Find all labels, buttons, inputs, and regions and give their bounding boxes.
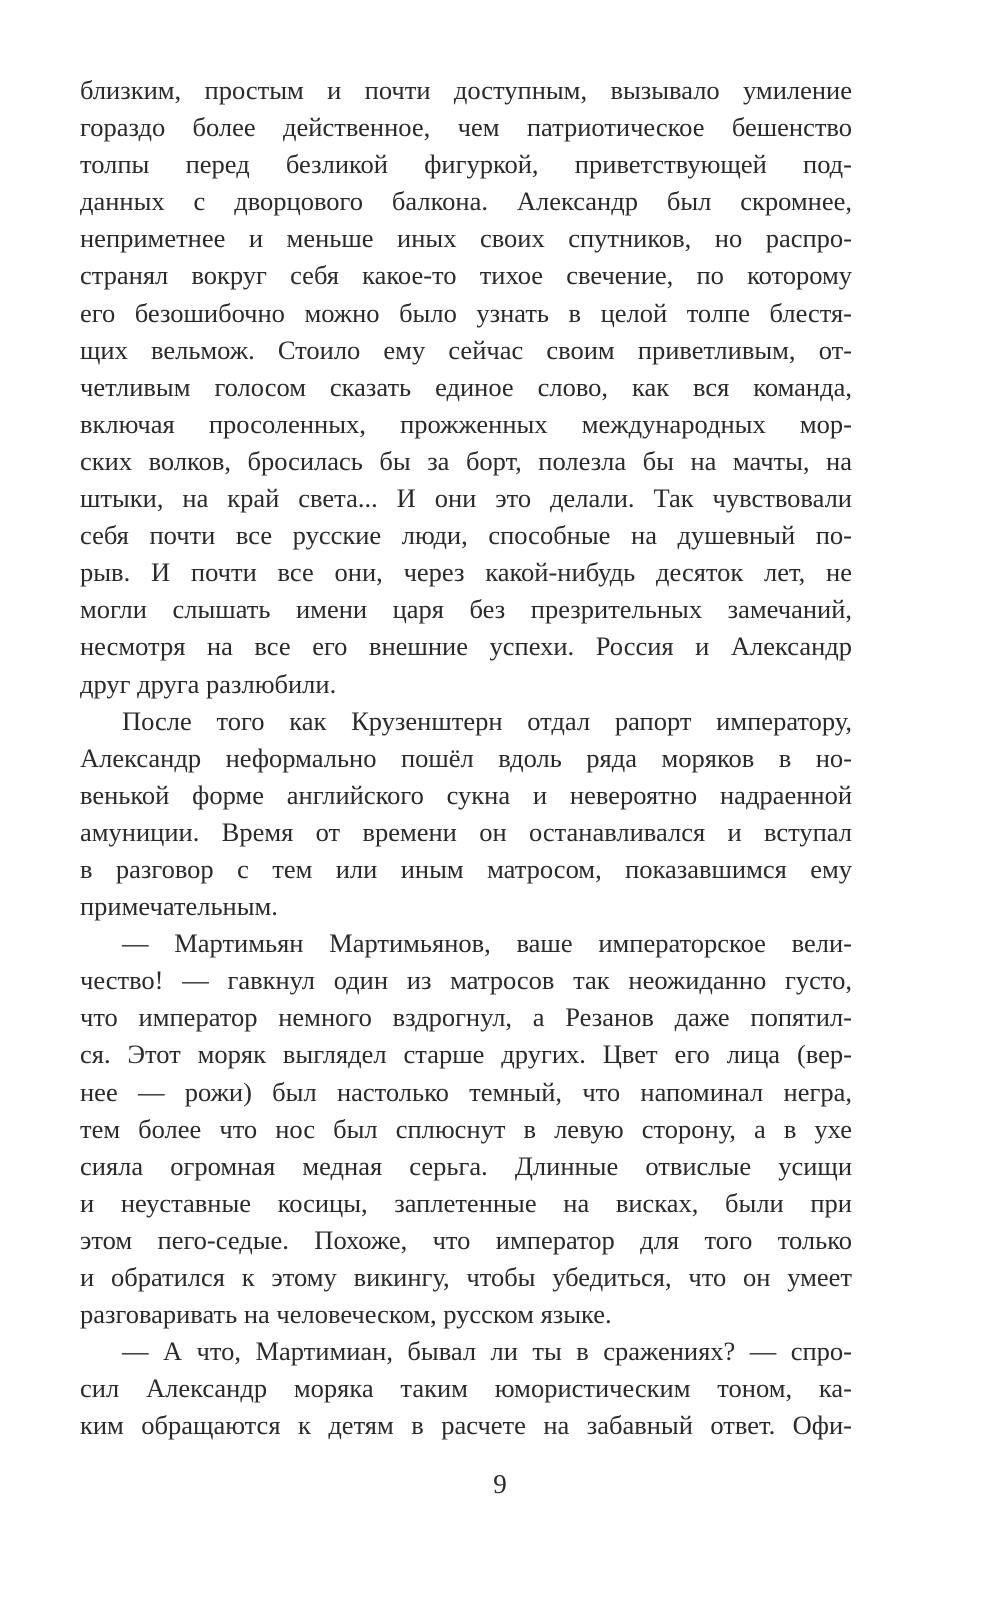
text-line: ских волков, бросилась бы за борт, полезла бы на мачты, на [80, 445, 852, 476]
text-line: После того как Крузенштерн отдал рапорт императору, [122, 705, 852, 736]
text-line: данных с дворцового балкона. Александр был скромнее, [80, 186, 852, 217]
text-line: себя почти все русские люди, способные на душевный по- [80, 520, 852, 551]
text-line: тем более что нос был сплюснут в левую сторону, а в ухе [80, 1113, 852, 1144]
text-line: этом пего-седые. Похоже, что император для того только [80, 1224, 852, 1255]
text-line: его безошибочно можно было узнать в целой толпе блестя- [80, 297, 852, 328]
text-line: четливым голосом сказать единое слово, как вся команда, [80, 371, 852, 402]
text-line: несмотря на все его внешние успехи. Россия и Александр [80, 631, 852, 662]
text-line: могли слышать имени царя без презрительных замечаний, [80, 594, 852, 625]
text-line: амуниции. Время от времени он останавливался и вступал [80, 816, 852, 847]
text-line: щих вельмож. Стоило ему сейчас своим приветливым, от- [80, 334, 852, 365]
text-line: — А что, Мартимиан, бывал ли ты в сражениях? — спро- [122, 1336, 852, 1367]
text-line: — Мартимьян Мартимьянов, ваше императорское вели- [122, 928, 852, 959]
text-line: толпы перед безликой фигуркой, приветствующей под- [80, 149, 852, 180]
text-line: штыки, на край света... И они это делали. Так чувствовали [80, 483, 852, 514]
text-line: и неуставные косицы, заплетенные на висках, были при [80, 1187, 852, 1218]
text-line: нее — рожи) был настолько темный, что напоминал негра, [80, 1076, 852, 1107]
text-line: сияла огромная медная серьга. Длинные отвислые усищи [80, 1150, 852, 1181]
text-line: ся. Этот моряк выглядел старше других. Цвет его лица (вер- [80, 1039, 852, 1070]
text-line: друг друга разлюбили. [80, 668, 337, 699]
text-line: и обратился к этому викингу, чтобы убедиться, что он умеет [80, 1262, 852, 1292]
text-line: в разговор с тем или иным матросом, показавшимся ему [80, 853, 852, 884]
text-line: что император немного вздрогнул, а Резанов даже попятил- [80, 1002, 852, 1033]
text-line: близким, простым и почти доступным, вызывало умиление [80, 75, 852, 105]
text-line: чество! — гавкнул один из матросов так неожиданно густо, [80, 965, 852, 996]
text-line: Александр неформально пошёл вдоль ряда моряков в но- [80, 742, 852, 773]
text-line: гораздо более действенное, чем патриотическое бешенство [80, 112, 852, 143]
text-line: неприметнее и меньше иных своих спутников, но распро- [80, 223, 852, 254]
text-line: включая просоленных, прожженных международных мор- [80, 408, 852, 439]
text-line: разговаривать на человеческом, русском языке. [80, 1299, 612, 1330]
body-text [80, 72, 852, 1444]
text-line: сил Александр моряка таким юмористическим тоном, ка- [80, 1373, 852, 1404]
text-line: рыв. И почти все они, через какой-нибудь десяток лет, не [80, 557, 852, 588]
text-line: примечательным. [80, 891, 278, 922]
page-number: 9 [493, 1469, 507, 1499]
text-line: ким обращаются к детям в расчете на забавный ответ. Офи- [80, 1410, 852, 1441]
text-line: венькой форме английского сукна и невероятно надраенной [80, 779, 852, 810]
text-line: странял вокруг себя какое-то тихое свечение, по которому [80, 260, 852, 291]
